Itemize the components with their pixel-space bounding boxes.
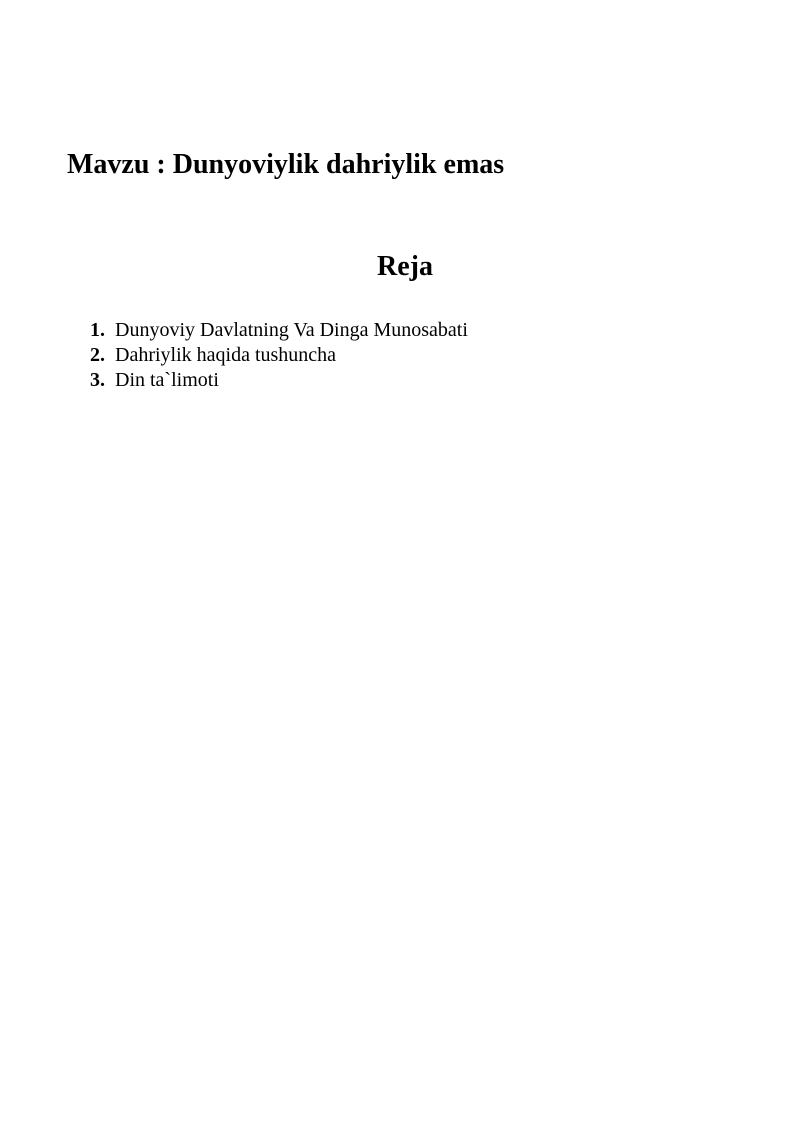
plan-item-number: 3. (90, 369, 105, 391)
page-title: Mavzu : Dunyoviylik dahriylik emas (67, 149, 505, 180)
plan-item-text: Dahriylik haqida tushuncha (115, 344, 337, 366)
plan-list (90, 318, 468, 393)
plan-item (90, 318, 468, 343)
plan-item-number: 1. (90, 319, 105, 341)
plan-heading: Reja (377, 251, 433, 282)
plan-item (90, 343, 468, 368)
plan-item-text: Dunyoviy Davlatning Va Dinga Munosabati (115, 319, 468, 341)
plan-item-text: Din ta`limoti (115, 369, 219, 391)
plan-item-number: 2. (90, 344, 105, 366)
plan-item (90, 368, 468, 393)
